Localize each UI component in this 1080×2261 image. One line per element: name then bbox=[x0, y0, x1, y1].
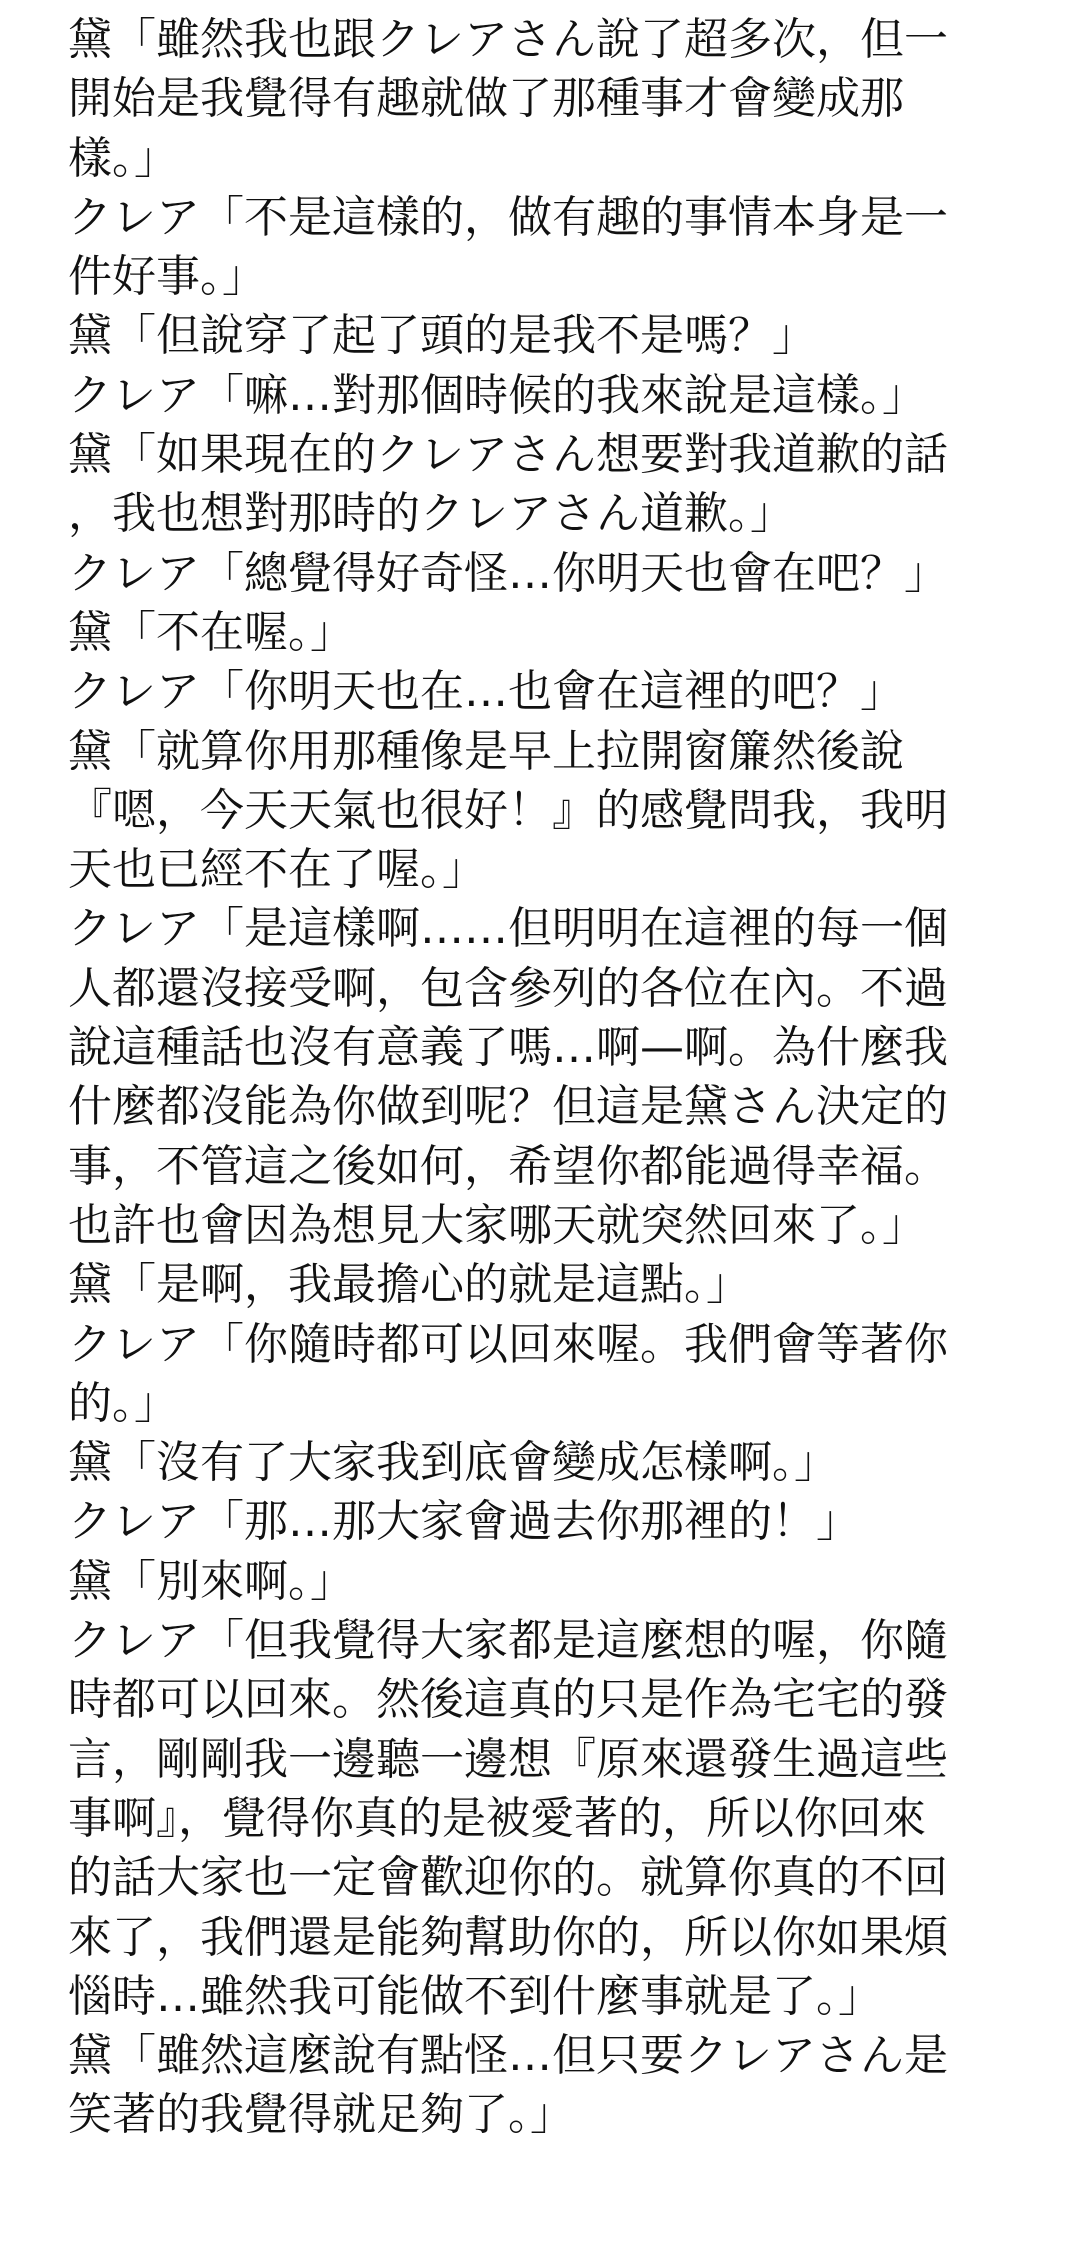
text-line: 黛「就算你用那種像是早上拉開窗簾然後說 bbox=[68, 725, 904, 777]
text-line: 惱時…雖然我可能做不到什麼事就是了。」 bbox=[68, 1970, 882, 2022]
text-line: クレア「你明天也在…也會在這裡的吧？」 bbox=[68, 666, 904, 718]
transcript-lines bbox=[68, 10, 1036, 2145]
text-line: 黛「雖然我也跟クレアさん說了超多次，但一 bbox=[68, 14, 948, 65]
text-line: 黛「不在喔。」 bbox=[68, 606, 354, 658]
text-line: 事，不管這之後如何，希望你都能過得幸福。 bbox=[68, 1140, 948, 1192]
text-line: 開始是我覺得有趣就做了那種事才會變成那 bbox=[68, 73, 904, 125]
text-line: クレア「那…那大家會過去你那裡的！」 bbox=[68, 1496, 860, 1548]
text-line: 人都還沒接受啊，包含參列的各位在內。不過 bbox=[68, 962, 948, 1014]
text-line: 黛「沒有了大家我到底會變成怎樣啊。」 bbox=[68, 1437, 838, 1489]
text-line: 黛「是啊，我最擔心的就是這點。」 bbox=[68, 1259, 750, 1311]
text-line: クレア「但我覺得大家都是這麼想的喔，你隨 bbox=[68, 1615, 948, 1667]
text-line: 說這種話也沒有意義了嗎…啊—啊。為什麼我 bbox=[68, 1022, 948, 1074]
text-line: クレア「你隨時都可以回來喔。我們會等著你 bbox=[68, 1318, 948, 1370]
text-line: 樣。」 bbox=[68, 132, 178, 184]
text-line: 件好事。」 bbox=[68, 251, 266, 303]
text-line: 笑著的我覺得就足夠了。」 bbox=[68, 2089, 574, 2141]
text-line: 也許也會因為想見大家哪天就突然回來了。」 bbox=[68, 1199, 926, 1251]
text-line: 黛「但說穿了起了頭的是我不是嗎？」 bbox=[68, 310, 816, 362]
text-line: クレア「總覺得好奇怪…你明天也會在吧？」 bbox=[68, 547, 948, 599]
text-line: 黛「如果現在的クレアさん想要對我道歉的話 bbox=[68, 429, 948, 481]
text-line: 言，剛剛我一邊聽一邊想『原來還發生過這些 bbox=[68, 1733, 948, 1785]
text-line: クレア「不是這樣的，做有趣的事情本身是一 bbox=[68, 191, 948, 243]
text-line: 『嗯，今天天氣也很好！』的感覺問我，我明 bbox=[68, 784, 948, 836]
text-line: クレア「是這樣啊……但明明在這裡的每一個 bbox=[68, 903, 948, 955]
text-line: 的話大家也一定會歡迎你的。就算你真的不回 bbox=[68, 1852, 948, 1904]
text-line: クレア「嘛…對那個時候的我來說是這樣。」 bbox=[68, 369, 926, 421]
text-line: 什麼都沒能為你做到呢？但這是黛さん決定的 bbox=[68, 1081, 948, 1133]
text-line: 的。」 bbox=[68, 1377, 178, 1429]
text-line: ，我也想對那時的クレアさん道歉。」 bbox=[68, 488, 794, 540]
text-line: 事啊』，覺得你真的是被愛著的，所以你回來 bbox=[68, 1792, 926, 1844]
text-line: 黛「別來啊。」 bbox=[68, 1555, 354, 1607]
text-line: 天也已經不在了喔。」 bbox=[68, 844, 486, 896]
text-line: 黛「雖然這麼說有點怪…但只要クレアさん是 bbox=[68, 2030, 948, 2082]
text-line: 來了，我們還是能夠幫助你的，所以你如果煩 bbox=[68, 1911, 948, 1963]
text-line: 時都可以回來。然後這真的只是作為宅宅的發 bbox=[68, 1674, 948, 1726]
